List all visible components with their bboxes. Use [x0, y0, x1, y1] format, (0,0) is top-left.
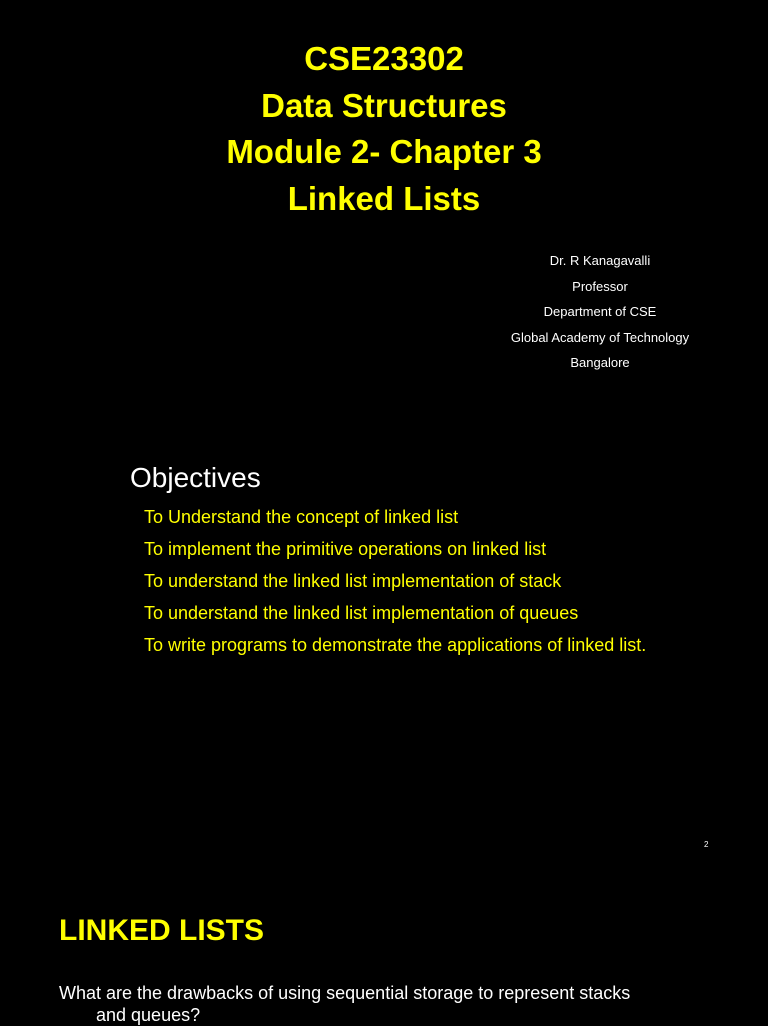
page-number: 2	[704, 840, 709, 849]
course-code: CSE23302	[304, 40, 464, 77]
slide-title	[0, 36, 768, 222]
author-city: Bangalore	[570, 355, 630, 370]
section-heading: LINKED LISTS	[59, 914, 265, 947]
course-name: Data Structures	[261, 86, 507, 124]
question-line-1: What are the drawbacks of using sequential storage to represent stacks	[59, 983, 631, 1003]
list-item	[128, 601, 648, 626]
list-item	[128, 633, 648, 658]
question-text	[59, 982, 739, 1026]
chapter-topic: Linked Lists	[287, 179, 481, 217]
objective-text: To implement the primitive operations on linked list	[144, 539, 547, 559]
objectives-heading: Objectives	[130, 462, 261, 493]
objective-text: To write programs to demonstrate the applications of linked list.	[144, 635, 647, 655]
author-designation: Professor	[572, 278, 628, 294]
objective-text: To understand the linked list implementation of stack	[144, 571, 562, 591]
author-info	[480, 248, 720, 376]
author-institution: Global Academy of Technology	[510, 329, 690, 345]
list-item	[128, 505, 648, 530]
author-name: Dr. R Kanagavalli	[549, 253, 651, 268]
module-chapter: Module 2- Chapter 3	[226, 133, 542, 170]
list-item	[128, 569, 648, 594]
author-department: Department of CSE	[543, 304, 657, 319]
objective-text: To Understand the concept of linked list	[144, 507, 459, 527]
objective-text: To understand the linked list implementation of queues	[144, 603, 579, 623]
question-line-2: and queues?	[96, 1005, 201, 1025]
list-item	[128, 537, 648, 562]
objectives-list	[128, 505, 648, 665]
